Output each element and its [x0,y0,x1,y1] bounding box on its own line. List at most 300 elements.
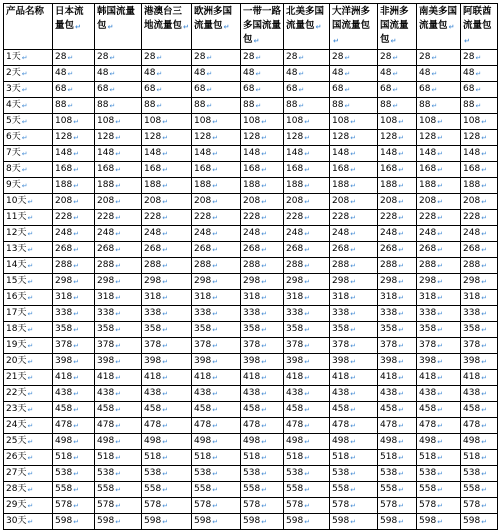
price-value: 128 [55,132,73,142]
price-value: 288 [463,260,481,270]
price-cell [378,290,417,306]
paragraph-mark-icon: ↵ [437,118,444,126]
price-cell [461,178,498,194]
duration-label: 16天 [6,292,27,302]
paragraph-mark-icon: ↵ [206,70,213,78]
price-cell [417,306,461,322]
price-value: 378 [332,340,350,350]
price-cell [461,386,498,402]
paragraph-mark-icon: ↵ [304,262,311,270]
price-cell [284,306,330,322]
price-cell [378,274,417,290]
paragraph-mark-icon: ↵ [162,406,169,414]
duration-cell [4,466,53,482]
price-cell [330,306,378,322]
paragraph-mark-icon: ↵ [475,86,482,94]
price-value: 268 [463,244,481,254]
price-value: 498 [286,436,304,446]
paragraph-mark-icon: ↵ [162,198,169,206]
price-value: 498 [243,436,261,446]
paragraph-mark-icon: ↵ [304,118,311,126]
paragraph-mark-icon: ↵ [350,310,357,318]
paragraph-mark-icon: ↵ [350,486,357,494]
header-package-10 [461,4,498,50]
paragraph-mark-icon: ↵ [304,230,311,238]
price-value: 48 [55,68,67,78]
price-cell [461,162,498,178]
paragraph-mark-icon: ↵ [261,294,268,302]
price-cell [142,418,192,434]
paragraph-mark-icon: ↵ [437,342,444,350]
paragraph-mark-icon: ↵ [350,518,357,526]
paragraph-mark-icon: ↵ [156,54,163,62]
price-value: 318 [55,292,73,302]
price-cell [461,50,498,66]
price-cell [192,82,241,98]
paragraph-mark-icon: ↵ [115,470,122,478]
paragraph-mark-icon: ↵ [115,422,122,430]
paragraph-mark-icon: ↵ [431,102,438,110]
price-value: 598 [55,516,73,526]
price-cell [330,418,378,434]
price-cell [142,242,192,258]
price-value: 518 [380,452,398,462]
price-value: 188 [419,180,437,190]
paragraph-mark-icon: ↵ [304,454,311,462]
paragraph-mark-icon: ↵ [304,438,311,446]
paragraph-mark-icon: ↵ [475,102,482,110]
price-cell [142,258,192,274]
price-cell [461,418,498,434]
price-value: 248 [380,228,398,238]
paragraph-mark-icon: ↵ [304,486,311,494]
price-value: 558 [144,484,162,494]
paragraph-mark-icon: ↵ [109,86,116,94]
price-cell [330,514,378,530]
price-value: 208 [144,196,162,206]
price-cell [192,210,241,226]
paragraph-mark-icon: ↵ [162,422,169,430]
price-value: 48 [144,68,156,78]
paragraph-mark-icon: ↵ [481,438,488,446]
paragraph-mark-icon: ↵ [115,454,122,462]
paragraph-mark-icon: ↵ [115,358,122,366]
price-cell [142,50,192,66]
paragraph-mark-icon: ↵ [481,214,488,222]
price-cell [330,322,378,338]
price-value: 168 [463,164,481,174]
paragraph-mark-icon: ↵ [21,118,28,126]
paragraph-mark-icon: ↵ [115,406,122,414]
price-value: 438 [332,388,350,398]
duration-label: 18天 [6,324,27,334]
price-value: 478 [332,420,350,430]
table-row [4,514,498,530]
duration-cell [4,194,53,210]
price-value: 188 [332,180,350,190]
paragraph-mark-icon: ↵ [398,278,405,286]
price-value: 88 [243,100,255,110]
price-cell [330,210,378,226]
price-cell [192,290,241,306]
paragraph-mark-icon: ↵ [437,422,444,430]
price-cell [417,482,461,498]
price-cell [461,194,498,210]
price-cell [461,450,498,466]
price-value: 228 [380,212,398,222]
paragraph-mark-icon: ↵ [75,23,81,31]
paragraph-mark-icon: ↵ [255,70,262,78]
price-cell [284,370,330,386]
price-cell [330,146,378,162]
paragraph-mark-icon: ↵ [212,502,219,510]
paragraph-mark-icon: ↵ [304,390,311,398]
price-value: 298 [55,276,73,286]
paragraph-mark-icon: ↵ [304,166,311,174]
price-cell [417,242,461,258]
paragraph-mark-icon: ↵ [212,422,219,430]
price-cell [284,146,330,162]
price-value: 168 [144,164,162,174]
price-value: 418 [463,372,481,382]
price-cell [417,66,461,82]
paragraph-mark-icon: ↵ [162,502,169,510]
price-value: 578 [243,500,261,510]
price-cell [192,226,241,242]
price-value: 518 [144,452,162,462]
paragraph-mark-icon: ↵ [350,294,357,302]
price-cell [330,258,378,274]
paragraph-mark-icon: ↵ [115,134,122,142]
paragraph-mark-icon: ↵ [162,390,169,398]
price-value: 578 [286,500,304,510]
paragraph-mark-icon: ↵ [398,454,405,462]
paragraph-mark-icon: ↵ [73,198,80,206]
paragraph-mark-icon: ↵ [115,374,122,382]
price-cell [417,146,461,162]
paragraph-mark-icon: ↵ [304,246,311,254]
price-value: 478 [463,420,481,430]
paragraph-mark-icon: ↵ [212,454,219,462]
price-cell [192,466,241,482]
price-value: 48 [380,68,392,78]
paragraph-mark-icon: ↵ [261,422,268,430]
paragraph-mark-icon: ↵ [162,358,169,366]
price-cell [142,482,192,498]
price-cell [95,354,142,370]
price-value: 598 [194,516,212,526]
price-cell [95,418,142,434]
paragraph-mark-icon: ↵ [261,262,268,270]
price-cell [241,482,284,498]
paragraph-mark-icon: ↵ [437,294,444,302]
price-value: 558 [286,484,304,494]
paragraph-mark-icon: ↵ [27,406,34,414]
price-value: 478 [243,420,261,430]
paragraph-mark-icon: ↵ [304,310,311,318]
price-cell [461,258,498,274]
price-cell [378,498,417,514]
price-cell [53,162,95,178]
price-value: 498 [419,436,437,446]
price-cell [53,226,95,242]
price-cell [417,178,461,194]
price-cell [142,210,192,226]
paragraph-mark-icon: ↵ [350,134,357,142]
paragraph-mark-icon: ↵ [162,470,169,478]
price-cell [330,114,378,130]
price-value: 48 [463,68,475,78]
paragraph-mark-icon: ↵ [109,70,116,78]
paragraph-mark-icon: ↵ [398,406,405,414]
price-cell [95,370,142,386]
price-cell [241,210,284,226]
price-cell [378,306,417,322]
price-cell [284,130,330,146]
paragraph-mark-icon: ↵ [481,134,488,142]
price-cell [192,194,241,210]
price-cell [53,418,95,434]
price-cell [461,338,498,354]
paragraph-mark-icon: ↵ [350,502,357,510]
price-cell [95,66,142,82]
price-value: 228 [243,212,261,222]
paragraph-mark-icon: ↵ [398,422,405,430]
price-value: 338 [243,308,261,318]
paragraph-mark-icon: ↵ [261,358,268,366]
price-cell [192,322,241,338]
price-cell [330,450,378,466]
price-value: 28 [144,52,156,62]
price-value: 398 [380,356,398,366]
price-value: 378 [243,340,261,350]
paragraph-mark-icon: ↵ [475,70,482,78]
paragraph-mark-icon: ↵ [212,246,219,254]
price-value: 518 [332,452,350,462]
price-cell [284,338,330,354]
price-cell [417,130,461,146]
paragraph-mark-icon: ↵ [212,134,219,142]
paragraph-mark-icon: ↵ [73,182,80,190]
duration-label: 10天 [6,196,27,206]
paragraph-mark-icon: ↵ [162,294,169,302]
paragraph-mark-icon: ↵ [115,150,122,158]
price-value: 458 [55,404,73,414]
price-value: 28 [194,52,206,62]
price-cell [378,370,417,386]
price-value: 268 [419,244,437,254]
price-cell [284,466,330,482]
price-value: 88 [463,100,475,110]
paragraph-mark-icon: ↵ [27,438,34,446]
paragraph-mark-icon: ↵ [437,502,444,510]
paragraph-mark-icon: ↵ [398,230,405,238]
price-value: 128 [144,132,162,142]
price-value: 148 [463,148,481,158]
duration-label: 21天 [6,372,27,382]
price-value: 378 [419,340,437,350]
header-label: 非洲多国流量包 [380,6,409,45]
header-package-9 [417,4,461,50]
price-value: 518 [97,452,115,462]
price-cell [142,130,192,146]
price-cell [241,386,284,402]
paragraph-mark-icon: ↵ [350,342,357,350]
paragraph-mark-icon: ↵ [392,86,399,94]
price-cell [241,466,284,482]
price-value: 318 [144,292,162,302]
duration-cell [4,370,53,386]
price-cell [461,290,498,306]
duration-label: 25天 [6,436,27,446]
price-value: 168 [97,164,115,174]
paragraph-mark-icon: ↵ [304,374,311,382]
price-value: 28 [463,52,475,62]
price-cell [417,402,461,418]
price-value: 378 [286,340,304,350]
paragraph-mark-icon: ↵ [73,278,80,286]
price-value: 28 [97,52,109,62]
paragraph-mark-icon: ↵ [212,214,219,222]
paragraph-mark-icon: ↵ [261,454,268,462]
paragraph-mark-icon: ↵ [261,134,268,142]
duration-label: 26天 [6,452,27,462]
price-value: 28 [332,52,344,62]
duration-label: 3天 [6,84,21,94]
paragraph-mark-icon: ↵ [398,294,405,302]
price-value: 148 [55,148,73,158]
price-value: 148 [243,148,261,158]
price-value: 598 [97,516,115,526]
price-value: 288 [419,260,437,270]
price-cell [461,514,498,530]
paragraph-mark-icon: ↵ [398,262,405,270]
paragraph-mark-icon: ↵ [464,37,470,45]
price-value: 228 [286,212,304,222]
price-cell [241,514,284,530]
price-value: 108 [55,116,73,126]
price-cell [417,226,461,242]
price-value: 228 [194,212,212,222]
paragraph-mark-icon: ↵ [304,278,311,286]
price-value: 148 [332,148,350,158]
price-cell [284,210,330,226]
table-body [4,50,498,530]
price-cell [378,514,417,530]
price-cell [241,226,284,242]
header-label: 阿联酋流量包 [463,6,492,31]
price-value: 598 [419,516,437,526]
price-value: 458 [463,404,481,414]
table-row [4,482,498,498]
paragraph-mark-icon: ↵ [27,470,34,478]
price-cell [53,306,95,322]
price-value: 438 [144,388,162,398]
price-cell [53,322,95,338]
price-cell [461,130,498,146]
price-cell [417,450,461,466]
price-cell [53,290,95,306]
paragraph-mark-icon: ↵ [481,198,488,206]
paragraph-mark-icon: ↵ [350,278,357,286]
price-cell [461,370,498,386]
price-cell [417,418,461,434]
table-row [4,466,498,482]
price-value: 208 [463,196,481,206]
price-value: 418 [380,372,398,382]
table-row [4,242,498,258]
price-value: 128 [463,132,481,142]
price-value: 558 [55,484,73,494]
paragraph-mark-icon: ↵ [481,182,488,190]
price-cell [192,274,241,290]
price-value: 188 [97,180,115,190]
paragraph-mark-icon: ↵ [304,134,311,142]
paragraph-mark-icon: ↵ [27,310,34,318]
price-cell [192,98,241,114]
paragraph-mark-icon: ↵ [73,358,80,366]
price-cell [95,514,142,530]
paragraph-mark-icon: ↵ [304,518,311,526]
price-cell [53,98,95,114]
paragraph-mark-icon: ↵ [109,102,116,110]
paragraph-mark-icon: ↵ [212,150,219,158]
paragraph-mark-icon: ↵ [431,86,438,94]
paragraph-mark-icon: ↵ [390,37,397,45]
duration-cell [4,354,53,370]
paragraph-mark-icon: ↵ [481,518,488,526]
price-cell [53,498,95,514]
paragraph-mark-icon: ↵ [27,214,34,222]
paragraph-mark-icon: ↵ [21,54,28,62]
price-cell [330,498,378,514]
price-value: 498 [194,436,212,446]
price-value: 398 [463,356,481,366]
price-value: 358 [55,324,73,334]
price-cell [53,82,95,98]
price-cell [417,354,461,370]
price-cell [461,66,498,82]
price-cell [417,82,461,98]
paragraph-mark-icon: ↵ [162,150,169,158]
paragraph-mark-icon: ↵ [162,438,169,446]
paragraph-mark-icon: ↵ [27,326,34,334]
price-value: 418 [194,372,212,382]
price-value: 208 [55,196,73,206]
price-value: 338 [144,308,162,318]
paragraph-mark-icon: ↵ [162,454,169,462]
price-value: 268 [97,244,115,254]
price-cell [417,290,461,306]
price-cell [95,178,142,194]
paragraph-mark-icon: ↵ [21,86,28,94]
price-cell [95,114,142,130]
table-row [4,194,498,210]
table-row [4,146,498,162]
price-cell [241,434,284,450]
price-value: 88 [144,100,156,110]
duration-cell [4,162,53,178]
price-value: 48 [286,68,298,78]
price-value: 298 [332,276,350,286]
price-value: 538 [380,468,398,478]
price-cell [95,82,142,98]
price-value: 458 [194,404,212,414]
table-row [4,210,498,226]
duration-cell [4,242,53,258]
price-cell [330,50,378,66]
price-value: 148 [380,148,398,158]
